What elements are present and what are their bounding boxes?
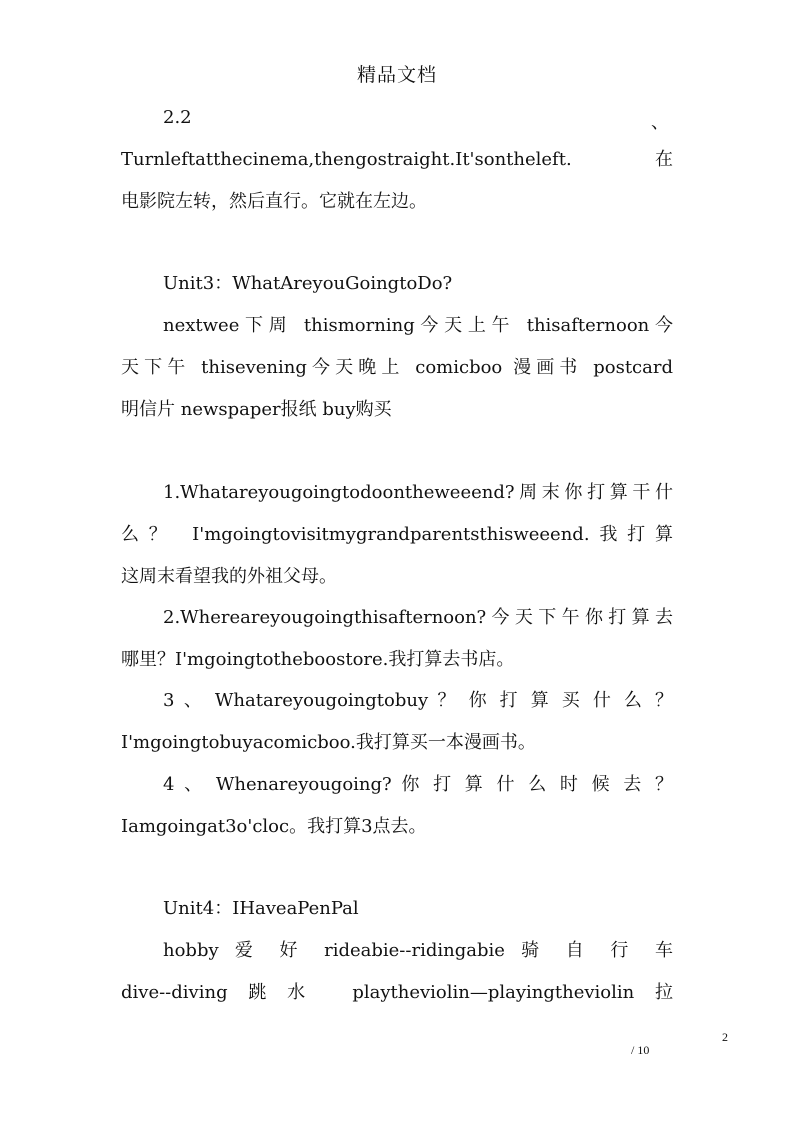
text-line: hobby 爱 好 rideabie--ridingabie 骑 自 行 车 xyxy=(163,940,673,961)
text-line: 哪里？I'mgoingtotheboostore.我打算去书店。 xyxy=(121,649,515,670)
text-line: dive--diving跳水 playtheviolin—playingtheviolin拉 xyxy=(121,982,673,1003)
unit-heading: Unit4：IHaveaPenPal xyxy=(163,898,359,919)
text-line: 2.Whereareyougoingthisafternoon?今天下午你打算去 xyxy=(163,607,673,628)
text-line: 1.Whatareyougoingtodoontheweeend?周末你打算干什 xyxy=(163,482,673,503)
text-line: 天下午 thisevening今天晚上 comicboo 漫画书 postcard xyxy=(121,357,673,378)
unit-heading: Unit3：WhatAreyouGoingtoDo? xyxy=(163,273,453,294)
text-line: 电影院左转，然后直行。它就在左边。 xyxy=(121,191,427,212)
text-line: nextwee下周 thismorning今天上午 thisafternoon今 xyxy=(163,315,673,336)
text-line: 4 、 Whenareyougoing? 你 打 算 什 么 时 候 去 ？ xyxy=(163,774,673,795)
text-line: 明信片 newspaper报纸 buy购买 xyxy=(121,399,392,420)
section-number: 2.2 xyxy=(163,107,192,128)
text-line: 么？ I'mgoingtovisitmygrandparentsthisweeend.我打算 xyxy=(121,524,673,545)
page-header: 精品文档 xyxy=(356,64,437,86)
text-line: 这周末看望我的外祖父母。 xyxy=(121,566,337,587)
section-marker: 、 xyxy=(651,112,669,133)
page-total: / 10 xyxy=(631,1043,650,1057)
text-line: I'mgoingtobuyacomicboo.我打算买一本漫画书。 xyxy=(121,732,536,753)
text-line: Turnleftatthecinema,thengostraight.It'sontheleft. 在 xyxy=(121,149,673,170)
page-number: 2 xyxy=(722,1030,728,1044)
text-line: 3 、 Whatareyougoingtobuy ？ 你 打 算 买 什 么 ？ xyxy=(163,690,673,711)
text-line: Iamgoingat3o'cloc。我打算3点去。 xyxy=(121,816,427,837)
